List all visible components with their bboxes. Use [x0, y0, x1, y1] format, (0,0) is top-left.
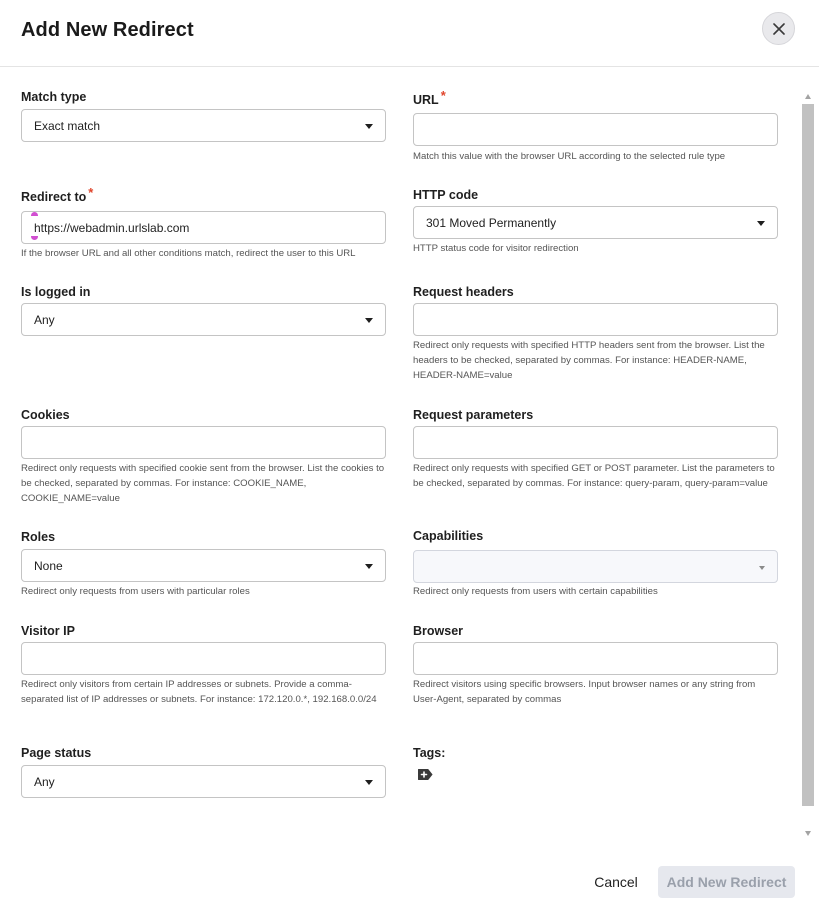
capabilities-select[interactable]	[413, 550, 778, 583]
cookies-help: Redirect only requests with specified cookie sent from the browser. List the cookies to be checked, separated by commas. For instance: COOKIE_NAME, COOKIE_NAME=value	[21, 463, 385, 504]
required-mark: *	[88, 185, 94, 200]
dialog-header	[0, 0, 819, 67]
request-parameters-help: Redirect only requests with specified GET or POST parameter. List the parameters to be checked, separated by commas. For instance: query-param, query-param=value	[413, 463, 775, 489]
visitor-ip-input[interactable]	[21, 642, 386, 675]
tags-label: Tags:	[413, 746, 446, 760]
request-parameters-input[interactable]	[413, 426, 778, 459]
roles-label: Roles	[21, 530, 56, 544]
url-label: URL *	[413, 88, 446, 107]
page-status-select[interactable]	[21, 765, 386, 798]
scroll-down-icon[interactable]	[805, 831, 811, 836]
http-code-value: 301 Moved Permanently	[426, 216, 557, 230]
match-type-label: Match type	[21, 90, 87, 104]
chevron-down-icon	[365, 318, 373, 323]
scroll-thumb[interactable]	[802, 104, 814, 806]
url-help: Match this value with the browser URL according to the selected rule type	[413, 151, 726, 162]
roles-value: None	[34, 559, 63, 573]
is-logged-in-select[interactable]	[21, 303, 386, 336]
close-icon	[773, 23, 785, 35]
redirect-to-input[interactable]	[21, 211, 386, 244]
scroll-up-icon[interactable]	[805, 94, 811, 99]
page-status-value: Any	[34, 775, 55, 789]
url-input[interactable]	[413, 113, 778, 146]
browser-input[interactable]	[413, 642, 778, 675]
scrollbar[interactable]	[802, 94, 814, 836]
http-code-help: HTTP status code for visitor redirection	[413, 243, 579, 254]
cookies-input[interactable]	[21, 426, 386, 459]
capabilities-label: Capabilities	[413, 529, 484, 543]
cookies-label: Cookies	[21, 408, 70, 422]
chevron-down-icon	[365, 124, 373, 129]
request-headers-label: Request headers	[413, 285, 514, 299]
match-type-value: Exact match	[34, 119, 101, 133]
roles-help: Redirect only requests from users with particular roles	[21, 586, 250, 597]
browser-help: Redirect visitors using specific browsers. Input browser names or any string from User-Agent, separated by commas	[413, 679, 756, 705]
visitor-ip-label: Visitor IP	[21, 624, 75, 638]
required-mark: *	[440, 88, 446, 103]
close-button[interactable]	[762, 12, 795, 45]
request-headers-help: Redirect only requests with specified HTTP headers sent from the browser. List the headers to be checked, separated by commas. For instance: HEADER-NAME, HEADER-NAME=value	[413, 340, 765, 381]
page-status-label: Page status	[21, 746, 92, 760]
cancel-button[interactable]: Cancel	[594, 874, 638, 890]
dialog-title: Add New Redirect	[21, 19, 194, 41]
chevron-down-icon	[365, 780, 373, 785]
browser-label: Browser	[413, 624, 464, 638]
is-logged-in-value: Any	[34, 313, 55, 327]
http-code-select[interactable]	[413, 206, 778, 239]
visitor-ip-help: Redirect only visitors from certain IP addresses or subnets. Provide a comma-separated list of IP addresses or subnets. For instance: 172.120.0.*, 192.168.0.0/24	[21, 679, 377, 705]
match-type-select[interactable]	[21, 109, 386, 142]
is-logged-in-label: Is logged in	[21, 285, 91, 299]
extension-marker-icon	[31, 236, 38, 240]
http-code-label: HTTP code	[413, 188, 479, 202]
redirect-to-help: If the browser URL and all other conditions match, redirect the user to this URL	[21, 248, 356, 259]
add-new-redirect-button[interactable]: Add New Redirect	[658, 866, 795, 898]
roles-select[interactable]	[21, 549, 386, 582]
chevron-down-icon	[365, 564, 373, 569]
chevron-down-icon	[757, 221, 765, 226]
redirect-to-value: https://webadmin.urlslab.com	[34, 221, 190, 235]
extension-marker-icon	[31, 212, 38, 216]
redirect-to-label: Redirect to *	[21, 185, 94, 204]
chevron-down-icon	[759, 566, 765, 570]
request-parameters-label: Request parameters	[413, 408, 534, 422]
capabilities-help: Redirect only requests from users with certain capabilities	[413, 586, 658, 597]
tag-add-icon[interactable]	[417, 768, 433, 781]
request-headers-input[interactable]	[413, 303, 778, 336]
